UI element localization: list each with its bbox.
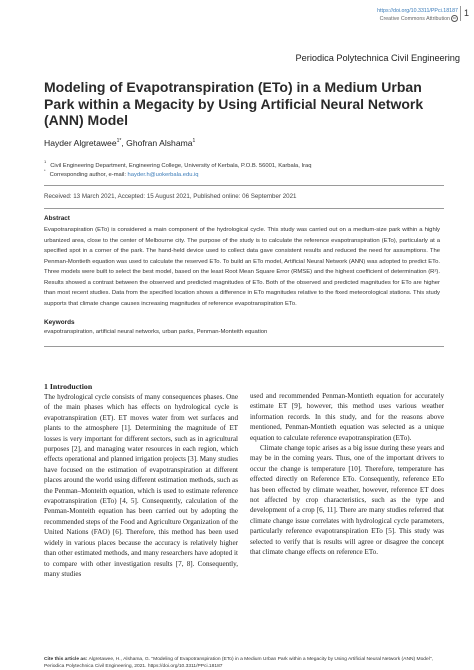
abstract-heading: Abstract [44, 215, 70, 222]
corresponding-label: Corresponding author, e-mail: [49, 171, 128, 178]
keywords-heading: Keywords [44, 319, 75, 326]
citation-text: Algretawee, H., Alshama, G. "Modeling of Evapotranspiration (ETo) in a Medium Urban Park within a Megacity by Using Artificial Neural Network (ANN) Model", Periodica Polytechnica Civil Engineering, 2021. https://doi.org/10.3311/PPci.18187 [44, 657, 433, 669]
corresponding-author [44, 168, 199, 179]
author-affiliation-mark: 1* [116, 138, 122, 145]
body-paragraph: The hydrological cycle consists of many consequences phases. One of the main phases which has effects on hydrological cycle is evapotranspiration (ET). ET moves water from wet surfaces and plants to the atmosphere [1]. Determining the magnitude of ET losses is very important for different sectors, such as in agricultural purposes [2], and managing water resources in each region, which effects operational and planned irrigation projects [3]. Many studies have focused on the estimation of evapotranspiration at different places around the world using different estimation methods, such as the Penman–Monteith equation, which is used to estimate reference evapotranspiration (ETo) [4, 5]. Consequently, calculation of the Penman-Monteith equation has been carried out by adopting the recommended steps of the Food and Agriculture Organization of the United Nations (FAO) [6]. Therefore, this method has been used widely in various places because the accuracy is relatively higher than other estimated methods, and many researchers have adopted it to compare with other investigation results [7, 8]. Consequently, many studies [44, 393, 238, 578]
author-list [44, 138, 195, 148]
body-paragraph: used and recommended Penman-Montieth equation for accurately estimate ET [9], however, this method uses various weather information records. In this study, and for the reasons above mentioned, Penman-Montieth equation was selected as a unique equation to calculate reference evapotranspiration (ETo). [250, 392, 444, 442]
journal-name: Periodica Polytechnica Civil Engineering [295, 53, 460, 63]
body-column-left [44, 392, 238, 579]
creative-commons-icon: cc [452, 16, 457, 20]
doi-link[interactable]: https://doi.org/10.3311/PPci.18187 [377, 8, 458, 14]
body-column-right [250, 391, 444, 558]
citation-footer [44, 657, 444, 670]
keywords-text: evapotranspiration, artificial neural networks, urban parks, Penman-Monteith equation [44, 329, 268, 335]
header-divider [460, 6, 461, 21]
corresponding-mark: * [44, 168, 46, 173]
divider [44, 346, 444, 347]
divider [44, 208, 444, 209]
author-name: Hayder Algretawee [44, 138, 117, 148]
page-number: 1 [463, 8, 469, 18]
citation-label: Cite this article as: [44, 657, 88, 662]
author-separator: , [121, 138, 127, 148]
affiliation-mark: 1 [44, 159, 47, 164]
abstract-text: Evapotranspiration (ETo) is considered a main component of the hydrological cycle. This study was carried out on a medium-size park within a highly urbanized area, close to the center of Melbourne city. The purpose of the study is to calculate the reference evapotranspiration (ETo), particularly at a specified spot in a corner of the park. The hand-held device used to collect data gave consistent results and reduced the need for assumptions. The Penman-Montieth equation was used to calculate the reserved ETo. To build an ETo model, Artificial Neural Network (ANN) was adopted to predict ETo. Three models were built to select the best model, based on the least Root Mean Square Error (RMSE) and the highest coefficient of determination (R²). Results showed a contrast between the observed and predicted magnitudes of ETo. Both of the observed and predicted magnitudes for ETo are higher than most recent studies. Data from the specified location shows a difference in ETo magnitudes relative to the fixed meteorological stations. This study supports that climate change causes increasing magnitudes of reference evapotranspiration ETo. [44, 227, 440, 307]
article-title: Modeling of Evapotranspiration (ETo) in a Medium Urban Park within a Megacity by Using Artificial Neural Network (ANN) Model [44, 79, 424, 128]
author-name: Ghofran Alshama [126, 138, 193, 148]
body-paragraph: Climate change topic arises as a big issue during these years and may be in the coming years. Thus, one of the important drivers to occur the change is temperature [10]. Therefore, temperature has effected directly on Reference ETo. Consequently, reference ETo has been effected by climate weather, however, reference ET does not affected by crop characteristics, such as the type and development of a crop [6, 11]. There are many studies referred that climate change issue correlates with hydrological cycle parameters, particularly reference evapotranspiration ETo [5]. This study was selected to verify that is results will agree or disagree the concept that climate change effects on reference ETo. [250, 444, 444, 557]
affiliation-text: Civil Engineering Department, Engineering College, University of Kerbala, P.O.B. 56001, Karbala, Iraq [50, 162, 312, 169]
section-heading: 1 Introduction [44, 382, 93, 391]
license-line [377, 15, 458, 23]
received-dates: Received: 13 March 2021, Accepted: 15 August 2021, Published online: 06 September 2021 [44, 193, 297, 200]
doi-header [377, 8, 458, 23]
license-text: Creative Commons Attribution [379, 15, 450, 22]
author-affiliation-mark: 1 [192, 138, 196, 145]
corresponding-email[interactable]: hayder.h@uokerbala.edu.iq [127, 171, 199, 178]
divider [44, 185, 444, 186]
